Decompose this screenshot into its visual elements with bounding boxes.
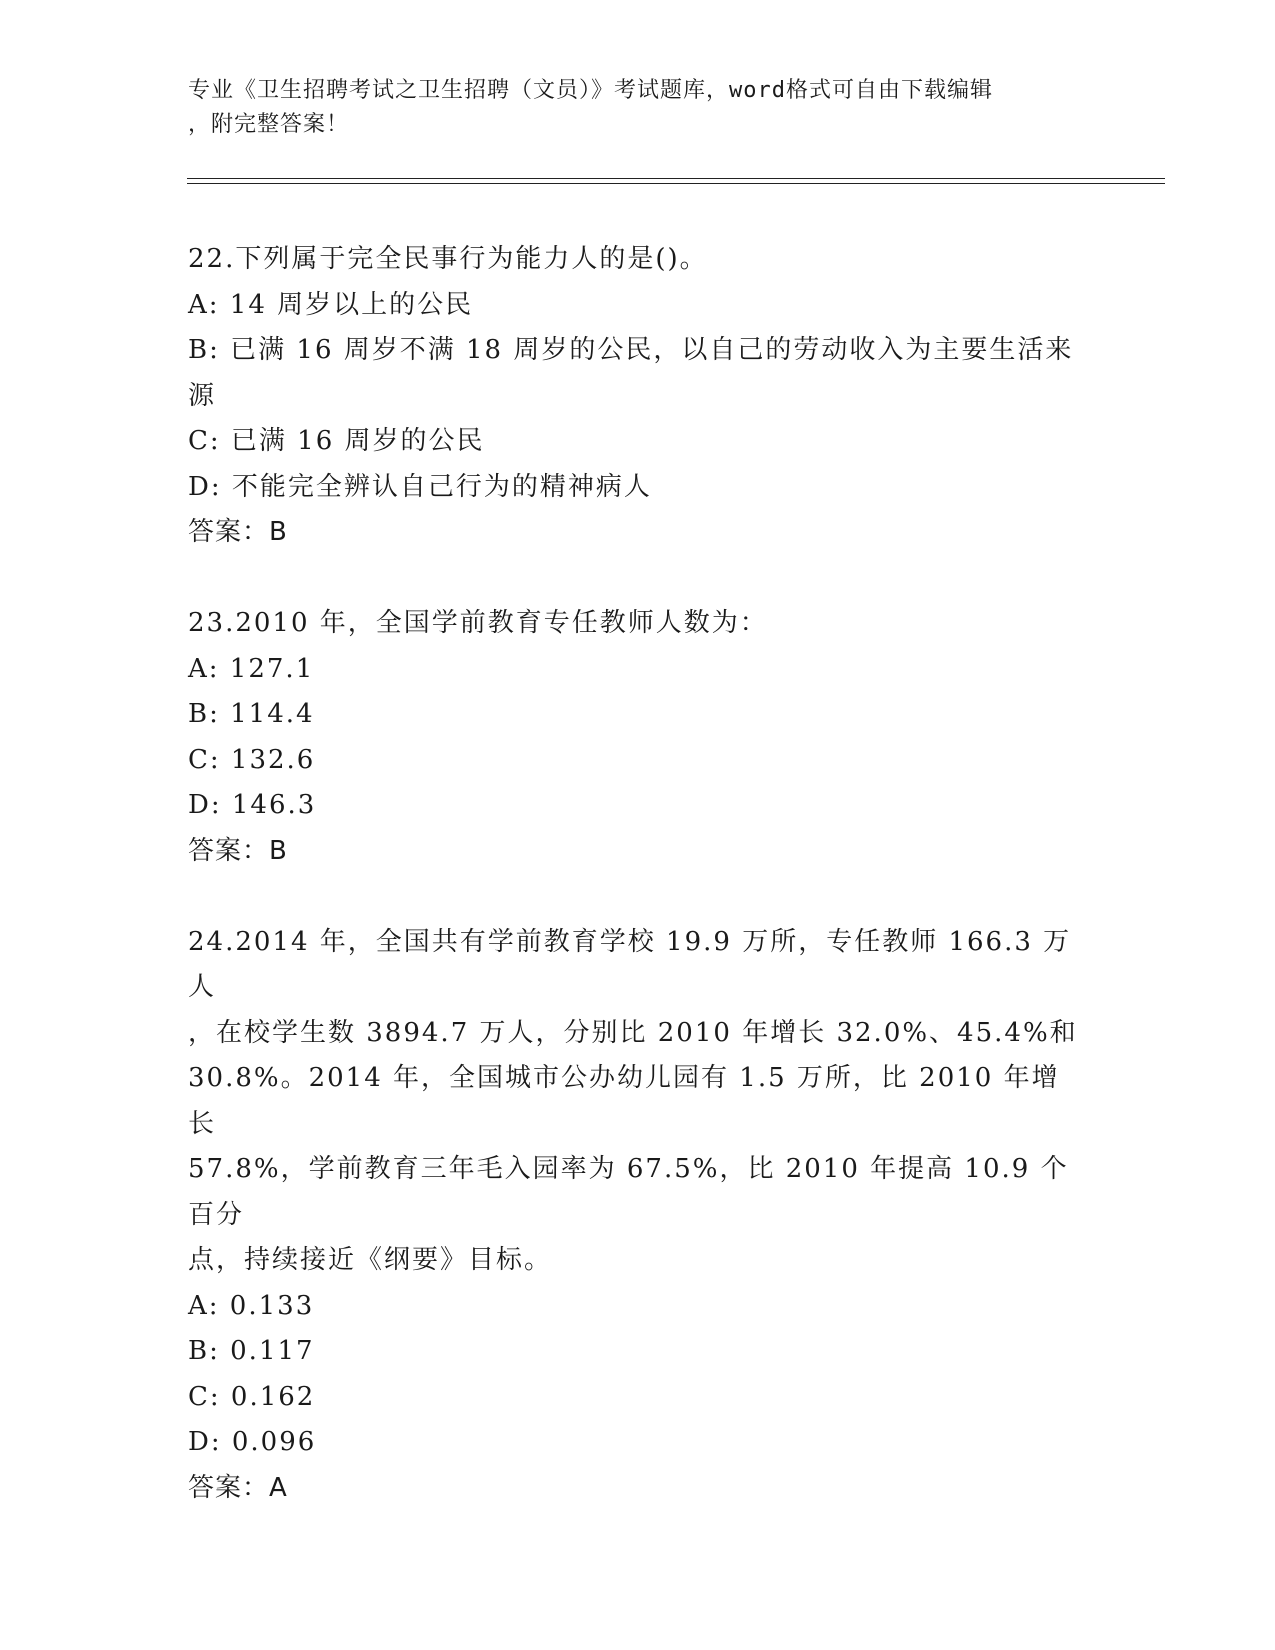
question-stem: 23.2010 年，全国学前教育专任教师人数为： xyxy=(188,608,768,638)
header-divider xyxy=(187,178,1165,179)
answer-option: B: 0.117 xyxy=(188,1336,315,1366)
answer-option: C: 已满 16 周岁的公民 xyxy=(188,426,485,456)
answer-option: A: 127.1 xyxy=(188,653,315,684)
answer-key: 答案：B xyxy=(188,517,288,547)
answer-option: B: 已满 16 周岁不满 18 周岁的公民，以自己的劳动收入为主要生活来 xyxy=(188,335,1074,365)
question-block xyxy=(188,237,1078,556)
answer-key: 答案：A xyxy=(188,1472,288,1503)
question-block xyxy=(188,601,1078,874)
question-stem: 点，持续接近《纲要》目标。 xyxy=(188,1245,553,1275)
question-block xyxy=(188,920,1078,1512)
answer-option: B: 114.4 xyxy=(188,699,315,729)
header-divider xyxy=(187,183,1165,184)
question-stem: ，在校学生数 3894.7 万人，分别比 2010 年增长 32.0%、45.4%和 xyxy=(188,1017,1078,1048)
answer-option: C: 0.162 xyxy=(188,1381,316,1412)
question-stem: 24.2014 年，全国共有学前教育学校 19.9 万所，专任教师 166.3 万人 xyxy=(188,926,1072,1002)
answer-option: D: 146.3 xyxy=(188,790,317,820)
answer-option: D: 0.096 xyxy=(188,1427,317,1457)
answer-key: 答案：B xyxy=(188,835,288,866)
question-list xyxy=(188,237,1078,1511)
answer-option: D: 不能完全辨认自己行为的精神病人 xyxy=(188,471,652,502)
header-line: ，附完整答案！ xyxy=(188,112,350,137)
answer-option: C: 132.6 xyxy=(188,744,316,775)
answer-option: 源 xyxy=(188,380,217,411)
question-stem: 30.8%。2014 年，全国城市公办幼儿园有 1.5 万所，比 2010 年增长 xyxy=(188,1063,1060,1139)
answer-option: A: 0.133 xyxy=(188,1290,315,1321)
question-stem: 22.下列属于完全民事行为能力人的是()。 xyxy=(188,244,708,274)
document-header xyxy=(188,74,1078,142)
answer-option: A: 14 周岁以上的公民 xyxy=(188,289,474,320)
question-stem: 57.8%，学前教育三年毛入园率为 67.5%，比 2010 年提高 10.9 个百分 xyxy=(188,1154,1069,1230)
header-line: 专业《卫生招聘考试之卫生招聘（文员）》考试题库，word格式可自由下载编辑 xyxy=(188,78,993,103)
